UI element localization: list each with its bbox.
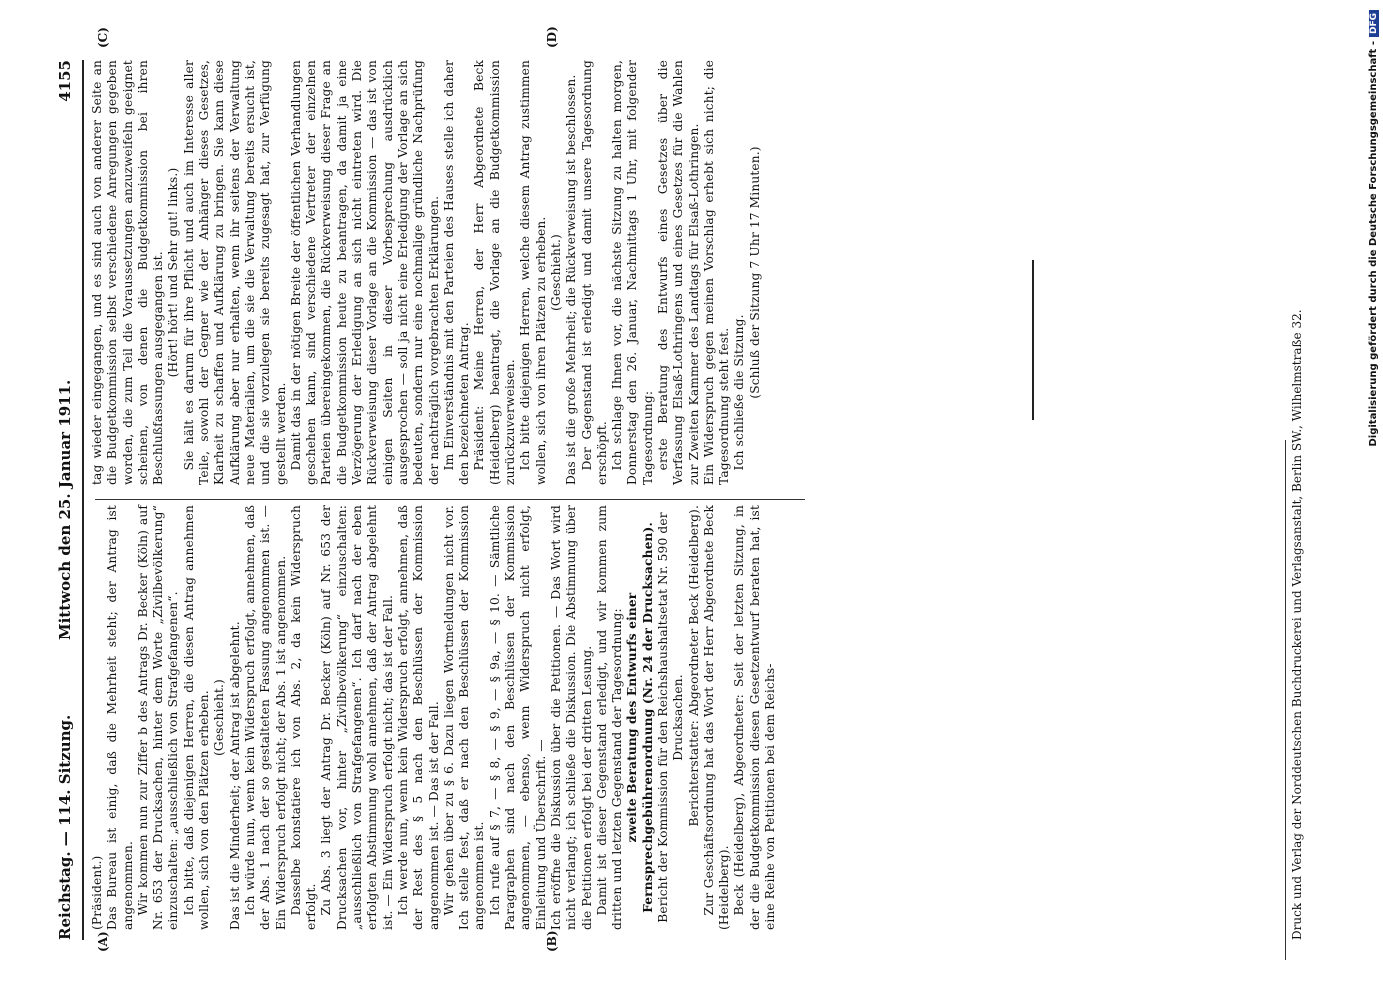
paragraph: Ich würde nun, wenn kein Widerspruch erfolgt, annehmen, daß der Abs. 1 nach der so gestalteten Fassung angenommen ist. — Ein Widerspruch erfolgt nicht; der Abs. 1 ist angenommen. bbox=[242, 505, 288, 930]
closing-rule bbox=[1032, 260, 1034, 420]
paragraph: Dasselbe konstatiere ich von Abs. 2, da kein Widerspruch erfolgt. bbox=[288, 505, 319, 930]
header-date: Mittwoch den 25. Januar 1911. bbox=[56, 379, 74, 640]
paragraph: Der Gegenstand ist erledigt und damit unsere Tagesordnung erschöpft. bbox=[579, 60, 609, 485]
printer-imprint: Druck und Verlag der Norddeutschen Buchdruckerei und Verlagsanstalt, Berlin SW., Wilhelmstraße 32. bbox=[1290, 309, 1304, 940]
header-left: Reichstag. — 114. Sitzung. bbox=[56, 714, 74, 940]
paragraph: Ich rufe auf § 7, — § 8, — § 9, — § 9a, — § 10. — Sämtliche Paragraphen sind nach den Beschlüssen der Kommission angenommen, — ebenso, wenn Widerspruch nicht erfolgt, Einleitung und Überschrift. — bbox=[487, 505, 548, 930]
paragraph: Wir gehen über zu § 6. Dazu liegen Wortmeldungen nicht vor. Ich stelle fest, daß er nach den Beschlüssen der Kommission angenommen ist. bbox=[441, 505, 487, 930]
dfg-logo: DFG bbox=[1369, 10, 1379, 37]
paragraph: Wir kommen nun zur Ziffer b des Antrags Dr. Becker (Köln) auf Nr. 653 der Drucksachen, hinter dem Worte „Zivilbevölkerung“ einzuschalten: „ausschließlich von Strafgefangenen“. bbox=[135, 505, 181, 930]
margin-mark-a: (A) bbox=[96, 931, 110, 952]
paragraph: Damit ist dieser Gegenstand erledigt, und wir kommen zum dritten und letzten Gegenstand der Tagesordnung: bbox=[594, 505, 625, 930]
paragraph: Ich schlage Ihnen vor, die nächste Sitzung zu halten morgen, Donnerstag den 26. Januar, Nachmittags 1 Uhr, mit folgender Tagesordnung: bbox=[610, 60, 655, 485]
paragraph: Ich schließe die Sitzung. bbox=[732, 314, 747, 471]
paragraph: Ein Widerspruch gegen meinen Vorschlag erhebt sich nicht; die Tagesordnung steht fest. bbox=[701, 60, 732, 485]
paragraph: Zur Geschäftsordnung hat das Wort der Herr Abgeordnete Beck (Heidelberg). bbox=[701, 505, 732, 930]
paragraph: Das Bureau ist einig, daß die Mehrheit steht; der Antrag ist angenommen. bbox=[105, 505, 135, 930]
paragraph: Ich eröffne die Diskussion über die Petitionen. — Das Wort wird nicht verlangt; ich schließe die Diskussion. Die Abstimmung über die Petitionen erfolgt bei der dritten Lesung. bbox=[548, 505, 594, 930]
paragraph: Damit das in der nötigen Breite der öffentlichen Verhandlungen geschehen kann, sind verschiedene Vertreter der einzelnen Parteien übereingekommen, die Rückverweisung dieser Frage an die Budgetkommission heute zu beantragen, da damit ja eine Verzögerung der Erledigung an sich nicht eintreten wird. Die Rückverweisung dieser Vorlage an die Kommission — das ist von einigen Seiten in dieser Vorbesprechung ausdrücklich ausgesprochen — soll ja nicht eine Erledigung der Vorlage an sich bedeuten, sondern nur eine nochmalige gründliche Nachprüfung der nachträglich vorgebrachten Erklärungen. bbox=[288, 60, 441, 485]
paragraph: Präsident: Meine Herren, der Herr Abgeordnete Beck (Heidelberg) beantragt, die Vorlage an die Budgetkommission zurückzuverweisen. bbox=[472, 60, 518, 485]
paragraph: Sie hält es darum für ihre Pflicht und auch im Interesse aller Teile, sowohl der Gegner wie der Anhänger dieses Gesetzes, Klarheit zu schaffen und Aufklärung zu bringen. Sie kann diese Aufklärung aber nur erhalten, wenn ihr seitens der Verwaltung neue Materialien, um die sie die Verwaltung bereits ersucht ist, und die sie vorzulegen sie bereits zugesagt hat, zur Verfügung gestellt werden. bbox=[181, 60, 288, 485]
paragraph: Bericht der Kommission für den Reichshaushaltsetat Nr. 590 der Drucksachen. bbox=[655, 512, 686, 923]
header-rule bbox=[82, 60, 84, 940]
paragraph: Im Einverständnis mit den Parteien des Hauses stelle ich daher den bezeichneten Antrag. bbox=[441, 60, 472, 485]
footer-rule bbox=[1285, 440, 1286, 960]
column-divider bbox=[95, 499, 805, 500]
paragraph: zweite Beratung des Entwurfs einer Fernsprechgebührenordnung (Nr. 24 der Drucksachen). bbox=[625, 522, 655, 913]
paragraph: Zu Abs. 3 liegt der Antrag Dr. Becker (Köln) auf Nr. 653 der Drucksachen vor, hinter „Zivilbevölkerung“ einzuschalten: „ausschließlich von Strafgefangenen“. Ich darf nach der eben erfolgten Abstimmung wohl annehmen, daß der Antrag abgelehnt ist. — Ein Widerspruch erfolgt nicht; das ist der Fall. bbox=[319, 505, 395, 930]
digitization-note bbox=[1368, 10, 1379, 960]
paragraph: Ich bitte diejenigen Herren, welche diesem Antrag zustimmen wollen, sich von ihren Plätzen zu erheben. bbox=[518, 60, 548, 485]
paragraph: tag wieder eingegangen, und es sind auch von anderer Seite an die Budgetkommission selbst verschiedene Anregungen gegeben worden, die zum Teil die Voraussetzungen anzuzweifeln geeignet scheinen, von denen die Budgetkommission bei ihren Beschlußfassungen ausgegangen ist. bbox=[90, 60, 166, 485]
paragraph: Beck (Heidelberg), Abgeordneter: Seit der letzten Sitzung, in der die Budgetkommission diesen Gesetzentwurf beraten hat, ist eine Reihe von Petitionen bei dem Reichs- bbox=[732, 505, 778, 930]
running-head bbox=[50, 60, 80, 940]
margin-mark-d: (D) bbox=[545, 26, 559, 48]
paragraph: (Präsident.) bbox=[90, 855, 104, 930]
page-number: 4155 bbox=[56, 60, 74, 102]
paragraph: Das ist die große Mehrheit; die Rückverweisung ist beschlossen. bbox=[564, 74, 579, 485]
left-column bbox=[90, 505, 778, 930]
paragraph: Ich bitte, daß diejenigen Herren, die diesen Antrag annehmen wollen, sich von den Plätzen erheben. bbox=[181, 505, 212, 930]
margin-mark-b: (B) bbox=[545, 930, 559, 952]
paragraph: (Geschieht.) bbox=[548, 234, 563, 311]
paragraph: erste Beratung des Entwurfs eines Gesetzes über die Verfassung Elsaß-Lothringens und eines Gesetzes für die Wahlen zur Zweiten Kammer des Landtags für Elsaß-Lothringen. bbox=[655, 60, 701, 485]
right-column bbox=[90, 60, 763, 485]
paragraph: (Schluß der Sitzung 7 Uhr 17 Minuten.) bbox=[747, 146, 762, 399]
paragraph: Ich werde nun, wenn kein Widerspruch erfolgt, annehmen, daß der Rest des § 5 nach den Beschlüssen der Kommission angenommen ist. — Das ist der Fall. bbox=[395, 505, 441, 930]
margin-mark-c: (C) bbox=[96, 27, 110, 48]
digitization-text: Digitalisierung gefördert durch die Deutsche Forschungsgemeinschaft - bbox=[1368, 41, 1379, 447]
paragraph: (Hört! hört! und Sehr gut! links.) bbox=[166, 167, 181, 378]
paragraph: Berichterstatter: Abgeordneter Beck (Heidelberg). bbox=[686, 505, 701, 827]
paragraph: Das ist die Minderheit; der Antrag ist abgelehnt. bbox=[227, 621, 242, 930]
paragraph: (Geschieht.) bbox=[212, 679, 227, 756]
